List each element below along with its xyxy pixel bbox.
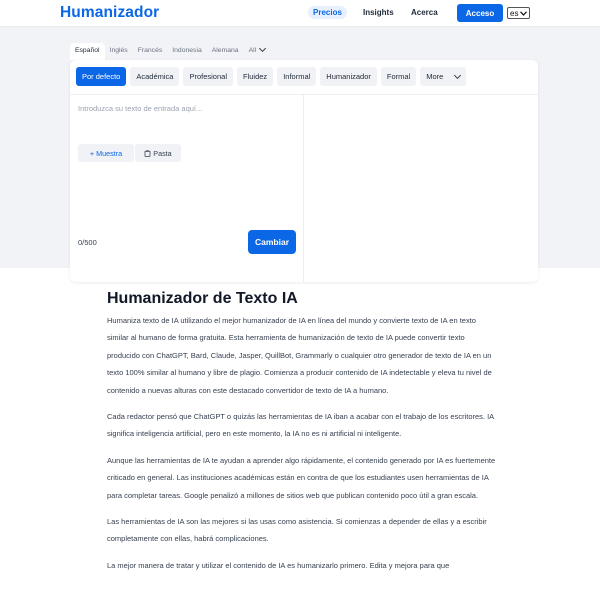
clipboard-icon [144, 150, 151, 157]
article-paragraph: Las herramientas de IA son las mejores si las usas como asistencia. Si comienzas a depender de ellas y a escribir completamente con ellas, habrá complicaciones. [107, 517, 487, 544]
panel-divider [303, 95, 304, 282]
article-paragraph: La mejor manera de tratar y utilizar el contenido de IA es humanizarlo primero. Edita y mejora para que [107, 560, 450, 570]
nav-link-about[interactable]: Acerca [411, 8, 438, 17]
chevron-down-icon [520, 11, 527, 16]
article-content [107, 290, 497, 583]
tab-lang-all-label: All [248, 47, 257, 54]
mode-professional[interactable]: Profesional [183, 67, 233, 86]
nav-link-pricing[interactable]: Precios [308, 6, 347, 19]
sample-button[interactable] [78, 144, 134, 162]
article-paragraph: Humaniza texto de IA utilizando el mejor humanizador de IA en línea del mundo y convierte texto de IA en texto similar al humano de forma gratuita. Esta herramienta de humanización de texto de IA puede convertir texto producido con ChatGPT, Bard, Claude, Jasper, QuillBot, Grammarly o cualquier otro generador de texto de IA en un texto 100% similar al humano y libre de plagio. Comienza a producir contenido de IA indetectable y eleva tu nivel de contenido a nuevas alturas con este destacado convertidor de texto de IA a humano. [107, 316, 492, 395]
paste-button[interactable] [135, 144, 181, 162]
editor-card [70, 60, 538, 282]
plus-icon: + [89, 148, 95, 158]
tab-lang-french[interactable]: Francés [137, 47, 163, 54]
tab-lang-english[interactable]: Inglés [109, 47, 128, 54]
mode-fluency[interactable]: Fluidez [237, 67, 273, 86]
site-logo[interactable]: Humanizador [60, 4, 160, 21]
top-navbar [0, 0, 600, 27]
tab-lang-german[interactable]: Alemana [211, 47, 239, 54]
mode-more-label: More [426, 72, 444, 81]
mode-academic[interactable]: Académica [130, 67, 179, 86]
sample-button-label: Muestra [96, 148, 123, 158]
language-select-value: es [510, 8, 519, 18]
nav-link-insights[interactable]: Insights [363, 8, 394, 17]
humanizer-tool-section [0, 27, 600, 268]
tab-lang-all-dropdown[interactable] [244, 43, 271, 60]
article-title: Humanizador de Texto IA [107, 290, 298, 307]
login-button[interactable]: Acceso [457, 4, 503, 22]
tab-lang-spanish[interactable]: Español [70, 43, 105, 60]
mode-selector [76, 67, 466, 87]
mode-more-dropdown[interactable] [420, 67, 466, 86]
language-tabs [70, 40, 270, 60]
article-paragraph: Cada redactor pensó que ChatGPT o quizás las herramientas de IA iban a acabar con el trabajo de los escritores. IA significa inteligencia artificial, pero en este momento, la IA no es ni artificial ni inteligente. [107, 412, 494, 439]
paste-button-label: Pasta [153, 148, 172, 158]
tab-lang-indonesian[interactable]: Indonesia [172, 47, 202, 54]
toolbar-divider [70, 94, 538, 95]
mode-default[interactable]: Por defecto [76, 67, 126, 86]
mode-informal[interactable]: Informal [277, 67, 316, 86]
input-textarea[interactable]: Introduzca su texto de entrada aquí... [78, 104, 203, 113]
chevron-down-icon [259, 45, 266, 52]
mode-formal[interactable]: Formal [381, 67, 416, 86]
mode-humanizer[interactable]: Humanizador [320, 67, 377, 86]
character-counter: 0/500 [78, 238, 97, 247]
humanize-submit-button[interactable]: Cambiar [248, 230, 296, 254]
language-select[interactable] [507, 7, 530, 19]
article-paragraph: Aunque las herramientas de IA te ayudan a aprender algo rápidamente, el contenido generado por IA es fuertemente criticado en general. Las instituciones académicas están en contra de que los estudiantes usen herramientas de IA para completar tareas. Google penalizó a millones de sitios web que publican contenido poco útil a gran escala. [107, 455, 496, 500]
chevron-down-icon [454, 72, 461, 79]
